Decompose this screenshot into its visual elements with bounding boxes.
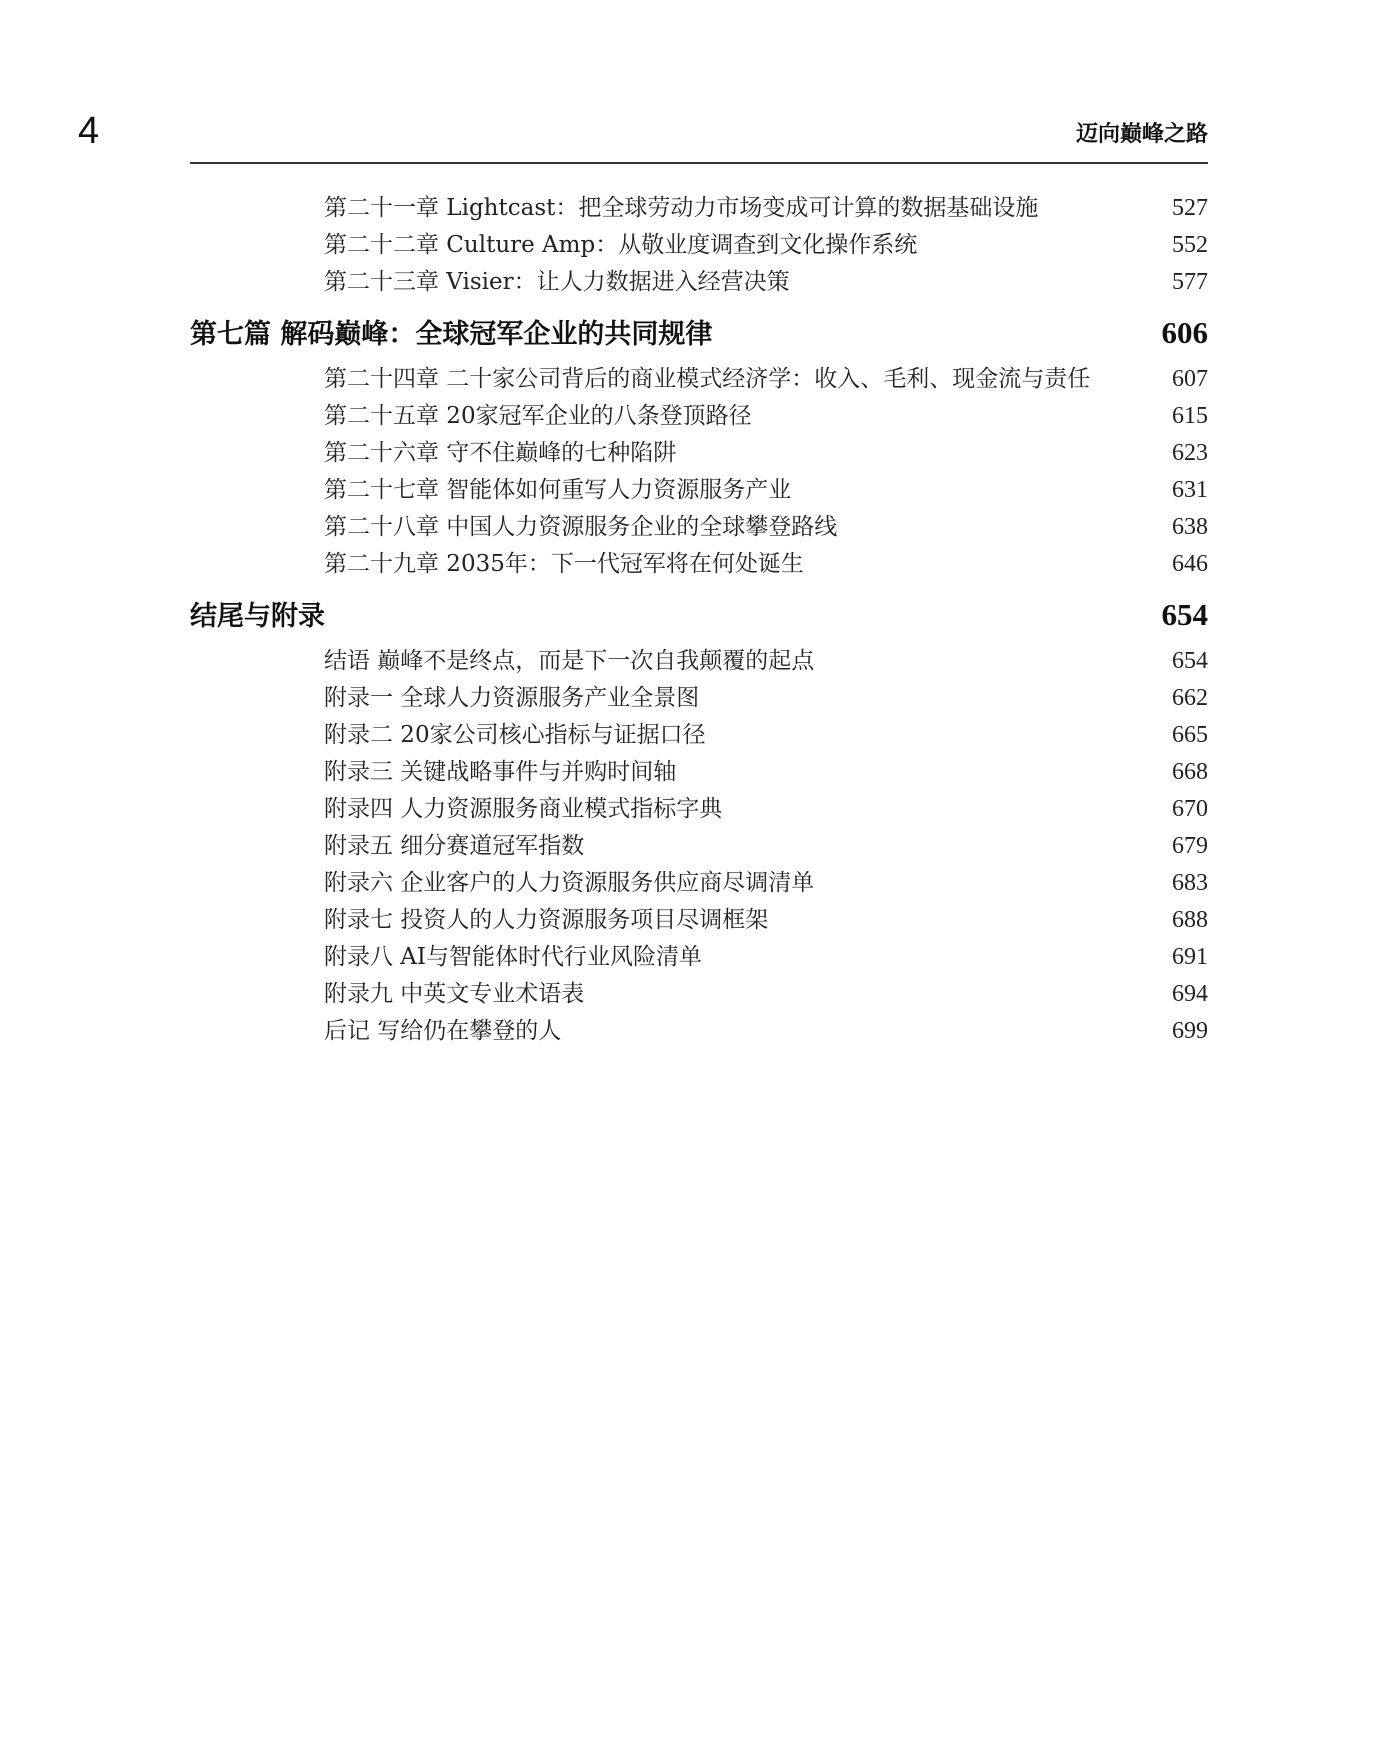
toc-entry[interactable]	[190, 190, 1208, 227]
toc-entry-page: 670	[1172, 796, 1208, 822]
toc-entry-page: 699	[1172, 1018, 1208, 1044]
toc-entry[interactable]	[190, 754, 1208, 791]
toc-entry-title: 附录八 AI与智能体时代行业风险清单	[324, 944, 703, 970]
toc-entry[interactable]	[190, 509, 1208, 546]
toc-entry-page: 694	[1172, 981, 1208, 1007]
toc-entry[interactable]	[190, 717, 1208, 754]
toc-entry-title: 附录九 中英文专业术语表	[324, 981, 585, 1007]
toc-entry-page: 679	[1172, 833, 1208, 859]
toc-entry-title: 第二十七章 智能体如何重写人力资源服务产业	[324, 477, 792, 503]
toc-part-page: 654	[1161, 597, 1208, 632]
header-rule	[190, 162, 1208, 164]
toc-entry[interactable]	[190, 398, 1208, 435]
toc-entry[interactable]	[190, 939, 1208, 976]
toc-entry-title: 第二十二章 Culture Amp：从敬业度调查到文化操作系统	[324, 232, 918, 258]
toc-entry-title: 附录六 企业客户的人力资源服务供应商尽调清单	[324, 870, 815, 896]
page-number: 4	[78, 110, 100, 152]
table-of-contents	[190, 190, 1208, 1050]
toc-entry-page: 668	[1172, 759, 1208, 785]
toc-entry-title: 附录二 20家公司核心指标与证据口径	[324, 722, 706, 748]
toc-entry-title: 后记 写给仍在攀登的人	[324, 1018, 562, 1044]
toc-entry-page: 662	[1172, 685, 1208, 711]
toc-entry-page: 683	[1172, 870, 1208, 896]
toc-entry[interactable]	[190, 828, 1208, 865]
toc-entry-title: 附录七 投资人的人力资源服务项目尽调框架	[324, 907, 769, 933]
toc-entry-page: 552	[1172, 232, 1208, 258]
toc-entry[interactable]	[190, 546, 1208, 583]
toc-entry[interactable]	[190, 435, 1208, 472]
toc-entry-page: 654	[1172, 648, 1208, 674]
toc-part-title: 结尾与附录	[190, 601, 325, 632]
toc-part-title: 第七篇 解码巅峰：全球冠军企业的共同规律	[190, 319, 713, 350]
toc-entry-page: 577	[1172, 269, 1208, 295]
toc-entry[interactable]	[190, 227, 1208, 264]
toc-entry[interactable]	[190, 680, 1208, 717]
toc-entry-title: 第二十六章 守不住巅峰的七种陷阱	[324, 440, 677, 466]
toc-entry-title: 第二十四章 二十家公司背后的商业模式经济学：收入、毛利、现金流与责任	[324, 366, 1091, 392]
toc-entry[interactable]	[190, 791, 1208, 828]
toc-entry[interactable]	[190, 1013, 1208, 1050]
toc-entry-page: 638	[1172, 514, 1208, 540]
toc-entry-title: 第二十九章 2035年：下一代冠军将在何处诞生	[324, 551, 804, 577]
toc-entry-title: 附录五 细分赛道冠军指数	[324, 833, 585, 859]
toc-entry[interactable]	[190, 902, 1208, 939]
toc-entry-page: 615	[1172, 403, 1208, 429]
toc-entry[interactable]	[190, 976, 1208, 1013]
toc-entry-title: 第二十一章 Lightcast：把全球劳动力市场变成可计算的数据基础设施	[324, 195, 1039, 221]
toc-entry[interactable]	[190, 472, 1208, 509]
toc-entry-title: 第二十八章 中国人力资源服务企业的全球攀登路线	[324, 514, 838, 540]
toc-entry-page: 688	[1172, 907, 1208, 933]
toc-entry-page: 631	[1172, 477, 1208, 503]
toc-entry-page: 665	[1172, 722, 1208, 748]
toc-entry-title: 附录三 关键战略事件与并购时间轴	[324, 759, 677, 785]
toc-part-heading[interactable]	[190, 587, 1208, 643]
toc-entry[interactable]	[190, 865, 1208, 902]
toc-part-heading[interactable]	[190, 305, 1208, 361]
toc-entry[interactable]	[190, 361, 1208, 398]
toc-entry-title: 附录一 全球人力资源服务产业全景图	[324, 685, 700, 711]
toc-part-page: 606	[1161, 315, 1208, 350]
toc-entry-page: 646	[1172, 551, 1208, 577]
toc-entry[interactable]	[190, 643, 1208, 680]
toc-entry[interactable]	[190, 264, 1208, 301]
toc-entry-title: 附录四 人力资源服务商业模式指标字典	[324, 796, 723, 822]
toc-entry-page: 691	[1172, 944, 1208, 970]
toc-entry-title: 第二十三章 Visier：让人力数据进入经营决策	[324, 269, 790, 295]
toc-entry-title: 结语 巅峰不是终点，而是下一次自我颠覆的起点	[324, 648, 815, 674]
toc-entry-page: 623	[1172, 440, 1208, 466]
toc-entry-page: 527	[1172, 195, 1208, 221]
toc-entry-page: 607	[1172, 366, 1208, 392]
toc-entry-title: 第二十五章 20家冠军企业的八条登顶路径	[324, 403, 752, 429]
running-title: 迈向巅峰之路	[1075, 122, 1208, 147]
